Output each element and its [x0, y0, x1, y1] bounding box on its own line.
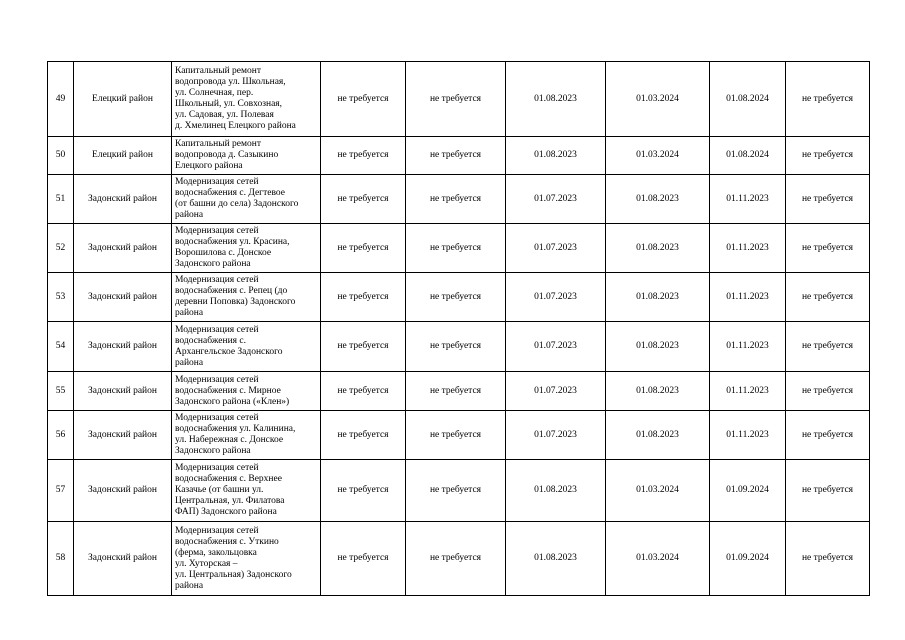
- district-cell-text: Задонский район: [88, 429, 157, 440]
- district-cell: [74, 322, 172, 372]
- requirement-cell-2: [406, 175, 506, 224]
- middle-date-cell-text: 01.08.2023: [636, 291, 679, 302]
- row-number-cell: [48, 62, 74, 137]
- requirement-cell-3: [786, 522, 870, 596]
- end-date-cell-text: 01.11.2023: [726, 341, 769, 351]
- end-date-cell: [710, 460, 786, 522]
- requirement-cell-2: [406, 322, 506, 372]
- row-number-cell-text: 49: [55, 93, 66, 104]
- description-cell: [172, 62, 321, 137]
- middle-date-cell: [606, 322, 710, 372]
- end-date-cell: [710, 411, 786, 460]
- start-date-cell: [506, 522, 606, 596]
- middle-date-cell: [606, 411, 710, 460]
- end-date-cell-text: 01.11.2023: [726, 291, 769, 302]
- requirement-cell-3: [786, 411, 870, 460]
- description-cell-text: Модернизация сетей водоснабжения с. Архангельское Задонского района: [175, 324, 283, 368]
- start-date-cell-text: 01.07.2023: [534, 341, 577, 351]
- requirement-cell-3: [786, 175, 870, 224]
- district-cell-text: Елецкий район: [92, 93, 153, 104]
- district-cell: [74, 460, 172, 522]
- description-cell: [172, 273, 321, 322]
- end-date-cell: [710, 322, 786, 372]
- requirement-cell-2: [406, 522, 506, 596]
- requirement-cell-3-text: не требуется: [801, 150, 854, 160]
- requirement-cell-3-text: не требуется: [801, 341, 854, 351]
- middle-date-cell: [606, 175, 710, 224]
- district-cell-text: Задонский район: [88, 385, 157, 396]
- row-number-cell: [48, 372, 74, 411]
- district-cell: [74, 175, 172, 224]
- requirement-cell-3-text: не требуется: [801, 291, 854, 302]
- end-date-cell-text: 01.11.2023: [726, 193, 769, 204]
- requirement-cell-3-text: не требуется: [801, 193, 854, 204]
- requirement-cell-2-text: не требуется: [429, 429, 482, 440]
- description-cell-text: Капитальный ремонт водопровода ул. Школьная, ул. Солнечная, пер. Школьный, ул. Совхозная, ул. Садовая, ул. Полевая д. Хмелинец Елецкого района: [175, 66, 296, 131]
- start-date-cell-text: 01.07.2023: [534, 193, 577, 204]
- district-cell-text: Задонский район: [88, 485, 157, 495]
- middle-date-cell: [606, 522, 710, 596]
- requirement-cell-1: [321, 522, 406, 596]
- description-cell: [172, 322, 321, 372]
- description-cell-text: Модернизация сетей водоснабжения с. Уткино (ферма, закольцовка ул. Хуторская – ул. Центральная) Задонского района: [175, 525, 292, 591]
- row-number-cell-text: 56: [55, 429, 66, 440]
- requirement-cell-2-text: не требуется: [429, 193, 482, 204]
- end-date-cell: [710, 137, 786, 175]
- district-cell: [74, 273, 172, 322]
- district-cell-text: Задонский район: [88, 242, 157, 253]
- requirement-cell-1-text: не требуется: [337, 291, 389, 302]
- description-cell: [172, 224, 321, 273]
- table-row: [48, 322, 870, 372]
- start-date-cell: [506, 224, 606, 273]
- requirement-cell-1: [321, 137, 406, 175]
- description-cell-text: Модернизация сетей водоснабжения с. Верхнее Казачье (от башни ул. Центральная, ул. Филатова ФАП) Задонского района: [175, 463, 285, 517]
- middle-date-cell-text: 01.08.2023: [636, 242, 679, 253]
- middle-date-cell: [606, 372, 710, 411]
- end-date-cell: [710, 522, 786, 596]
- district-cell-text: Задонский район: [88, 291, 157, 302]
- requirement-cell-2-text: не требуется: [429, 93, 482, 104]
- requirement-cell-2: [406, 137, 506, 175]
- row-number-cell-text: 58: [55, 553, 66, 563]
- requirement-cell-1-text: не требуется: [337, 341, 389, 351]
- requirement-cell-1: [321, 224, 406, 273]
- middle-date-cell-text: 01.03.2024: [636, 553, 679, 563]
- requirement-cell-1-text: не требуется: [337, 429, 389, 440]
- end-date-cell: [710, 175, 786, 224]
- end-date-cell-text: 01.11.2023: [726, 429, 769, 440]
- row-number-cell-text: 53: [55, 291, 66, 302]
- row-number-cell: [48, 137, 74, 175]
- end-date-cell: [710, 62, 786, 137]
- middle-date-cell-text: 01.03.2024: [636, 93, 679, 104]
- requirement-cell-1-text: не требуется: [337, 242, 389, 253]
- requirement-cell-1: [321, 460, 406, 522]
- start-date-cell: [506, 460, 606, 522]
- district-cell-text: Задонский район: [88, 553, 157, 563]
- table-row: [48, 62, 870, 137]
- requirement-cell-1: [321, 411, 406, 460]
- requirement-cell-1-text: не требуется: [337, 553, 389, 563]
- description-cell: [172, 175, 321, 224]
- description-cell: [172, 411, 321, 460]
- start-date-cell: [506, 273, 606, 322]
- middle-date-cell: [606, 137, 710, 175]
- table-row: [48, 411, 870, 460]
- end-date-cell: [710, 224, 786, 273]
- requirement-cell-2: [406, 273, 506, 322]
- requirement-cell-2-text: не требуется: [429, 385, 482, 396]
- description-cell-text: Модернизация сетей водоснабжения с. Репец (до деревни Поповка) Задонского района: [175, 275, 296, 318]
- end-date-cell-text: 01.09.2024: [726, 553, 769, 563]
- requirement-cell-3: [786, 62, 870, 137]
- requirement-cell-1: [321, 175, 406, 224]
- middle-date-cell: [606, 273, 710, 322]
- requirement-cell-1: [321, 273, 406, 322]
- requirement-cell-2: [406, 62, 506, 137]
- table-row: [48, 175, 870, 224]
- middle-date-cell-text: 01.08.2023: [636, 193, 679, 204]
- table-row: [48, 522, 870, 596]
- requirement-cell-3-text: не требуется: [801, 385, 854, 396]
- table-row: [48, 273, 870, 322]
- requirement-cell-2: [406, 460, 506, 522]
- requirement-cell-1-text: не требуется: [337, 150, 389, 160]
- start-date-cell-text: 01.07.2023: [534, 429, 577, 440]
- description-cell: [172, 137, 321, 175]
- requirement-cell-1-text: не требуется: [337, 385, 389, 396]
- requirement-cell-2-text: не требуется: [429, 553, 482, 563]
- row-number-cell: [48, 224, 74, 273]
- table-row: [48, 137, 870, 175]
- middle-date-cell: [606, 224, 710, 273]
- start-date-cell-text: 01.08.2023: [534, 485, 577, 495]
- requirement-cell-2-text: не требуется: [429, 291, 482, 302]
- requirement-cell-3: [786, 224, 870, 273]
- middle-date-cell-text: 01.08.2023: [636, 341, 679, 351]
- district-cell: [74, 224, 172, 273]
- requirement-cell-1: [321, 372, 406, 411]
- description-cell: [172, 522, 321, 596]
- district-cell-text: Задонский район: [88, 193, 157, 204]
- description-cell: [172, 460, 321, 522]
- middle-date-cell-text: 01.08.2023: [636, 429, 679, 440]
- row-number-cell-text: 54: [55, 341, 66, 351]
- requirement-cell-2-text: не требуется: [429, 242, 482, 253]
- row-number-cell: [48, 411, 74, 460]
- row-number-cell: [48, 460, 74, 522]
- requirement-cell-1-text: не требуется: [337, 193, 389, 204]
- table-body: [48, 62, 870, 596]
- row-number-cell-text: 55: [55, 385, 66, 396]
- requirement-cell-1: [321, 322, 406, 372]
- works-table: [47, 61, 870, 596]
- requirement-cell-3: [786, 137, 870, 175]
- requirement-cell-3-text: не требуется: [801, 242, 854, 253]
- start-date-cell-text: 01.07.2023: [534, 385, 577, 396]
- start-date-cell-text: 01.08.2023: [534, 93, 577, 104]
- start-date-cell: [506, 372, 606, 411]
- district-cell: [74, 137, 172, 175]
- start-date-cell: [506, 62, 606, 137]
- requirement-cell-3-text: не требуется: [801, 93, 854, 104]
- requirement-cell-2-text: не требуется: [429, 485, 482, 495]
- row-number-cell: [48, 322, 74, 372]
- description-cell-text: Капитальный ремонт водопровода д. Сазыкино Елецкого района: [175, 139, 279, 171]
- district-cell-text: Елецкий район: [92, 150, 153, 160]
- row-number-cell: [48, 522, 74, 596]
- row-number-cell: [48, 175, 74, 224]
- start-date-cell: [506, 137, 606, 175]
- requirement-cell-2: [406, 224, 506, 273]
- row-number-cell-text: 50: [55, 150, 66, 160]
- middle-date-cell: [606, 460, 710, 522]
- requirement-cell-3: [786, 273, 870, 322]
- district-cell: [74, 411, 172, 460]
- requirement-cell-3-text: не требуется: [801, 485, 854, 495]
- row-number-cell-text: 51: [55, 193, 66, 204]
- start-date-cell-text: 01.07.2023: [534, 242, 577, 253]
- middle-date-cell-text: 01.03.2024: [636, 150, 679, 160]
- middle-date-cell: [606, 62, 710, 137]
- end-date-cell-text: 01.08.2024: [726, 93, 769, 104]
- end-date-cell: [710, 372, 786, 411]
- end-date-cell: [710, 273, 786, 322]
- table-row: [48, 224, 870, 273]
- start-date-cell: [506, 322, 606, 372]
- start-date-cell: [506, 175, 606, 224]
- district-cell: [74, 522, 172, 596]
- start-date-cell-text: 01.08.2023: [534, 553, 577, 563]
- district-cell-text: Задонский район: [88, 341, 157, 351]
- requirement-cell-3: [786, 460, 870, 522]
- end-date-cell-text: 01.09.2024: [726, 485, 769, 495]
- description-cell-text: Модернизация сетей водоснабжения ул. Калинина, ул. Набережная с. Донское Задонского района: [175, 413, 296, 456]
- description-cell-text: Модернизация сетей водоснабжения с. Мирное Задонского района («Клен»): [175, 374, 290, 407]
- end-date-cell-text: 01.11.2023: [726, 242, 769, 253]
- description-cell: [172, 372, 321, 411]
- start-date-cell: [506, 411, 606, 460]
- table-row: [48, 460, 870, 522]
- middle-date-cell-text: 01.03.2024: [636, 485, 679, 495]
- middle-date-cell-text: 01.08.2023: [636, 385, 679, 396]
- district-cell: [74, 372, 172, 411]
- requirement-cell-3-text: не требуется: [801, 553, 854, 563]
- requirement-cell-2: [406, 411, 506, 460]
- requirement-cell-2-text: не требуется: [429, 341, 482, 351]
- table-row: [48, 372, 870, 411]
- start-date-cell-text: 01.07.2023: [534, 291, 577, 302]
- row-number-cell-text: 52: [55, 242, 66, 253]
- requirement-cell-3: [786, 372, 870, 411]
- requirement-cell-3-text: не требуется: [801, 429, 854, 440]
- requirement-cell-1-text: не требуется: [337, 485, 389, 495]
- requirement-cell-2-text: не требуется: [429, 150, 482, 160]
- row-number-cell-text: 57: [55, 485, 66, 495]
- requirement-cell-1-text: не требуется: [337, 93, 389, 104]
- end-date-cell-text: 01.11.2023: [726, 385, 769, 396]
- district-cell: [74, 62, 172, 137]
- requirement-cell-1: [321, 62, 406, 137]
- description-cell-text: Модернизация сетей водоснабжения ул. Красина, Ворошилова с. Донское Задонского района: [175, 226, 290, 269]
- start-date-cell-text: 01.08.2023: [534, 150, 577, 160]
- requirement-cell-2: [406, 372, 506, 411]
- description-cell-text: Модернизация сетей водоснабжения с. Дегтевое (от башни до села) Задонского района: [175, 177, 299, 220]
- end-date-cell-text: 01.08.2024: [726, 150, 769, 160]
- row-number-cell: [48, 273, 74, 322]
- requirement-cell-3: [786, 322, 870, 372]
